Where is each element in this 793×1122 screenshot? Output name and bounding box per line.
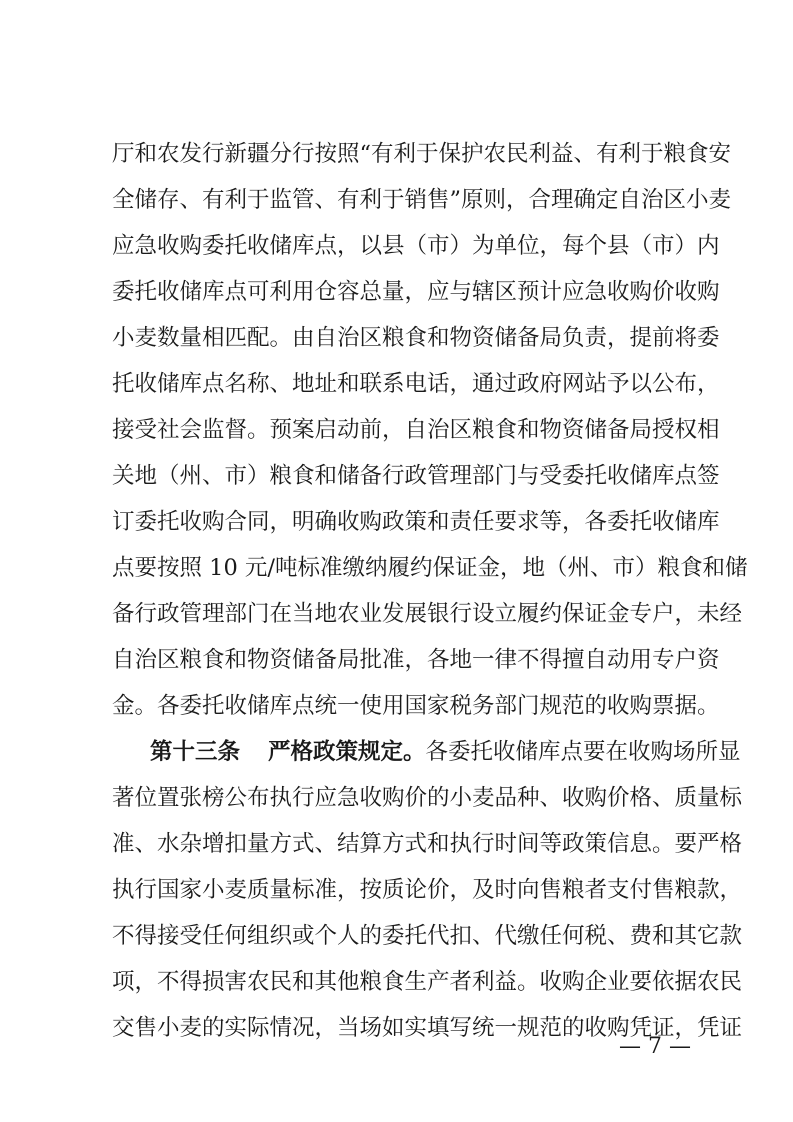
text-line: 准、水杂增扣量方式、结算方式和执行时间等政策信息。要严格 — [112, 831, 743, 857]
text-line: 应急收购委托收储库点，以县（市）为单位，每个县（市）内 — [112, 233, 720, 259]
text-line: 金。各委托收储库点统一使用国家税务部门规范的收购票据。 — [112, 693, 720, 719]
article-first-line — [150, 732, 741, 772]
text-line: 著位置张榜公布执行应急收购价的小麦品种、收购价格、质量标 — [112, 785, 743, 811]
article-title: 严格政策规定。 — [268, 739, 426, 765]
text-line: 厅和农发行新疆分行按照“有利于保护农民利益、有利于粮食安 — [112, 141, 732, 167]
text-line: 交售小麦的实际情况，当场如实填写统一规范的收购凭证，凭证 — [112, 1015, 743, 1041]
text-line: 小麦数量相匹配。由自治区粮食和物资储备局负责，提前将委 — [112, 325, 720, 351]
text-line: 全储存、有利于监管、有利于销售”原则，合理确定自治区小麦 — [112, 187, 732, 213]
text-line: 点要按照 10 元/吨标准缴纳履约保证金，地（州、市）粮食和储 — [112, 555, 748, 581]
text-line: 不得接受任何组织或个人的委托代扣、代缴任何税、费和其它款 — [112, 923, 743, 949]
text-line: 执行国家小麦质量标准，按质论价，及时向售粮者支付售粮款， — [112, 877, 743, 903]
text-line: 接受社会监督。预案启动前，自治区粮食和物资储备局授权相 — [112, 417, 720, 443]
text-line: 项，不得损害农民和其他粮食生产者利益。收购企业要依据农民 — [112, 969, 743, 995]
page-number: — 7 — — [619, 1034, 691, 1059]
text-line: 托收储库点名称、地址和联系电话，通过政府网站予以公布， — [112, 371, 720, 397]
text-line: 自治区粮食和物资储备局批准，各地一律不得擅自动用专户资 — [112, 647, 720, 673]
text-line: 备行政管理部门在当地农业发展银行设立履约保证金专户，未经 — [112, 601, 743, 627]
text-line: 委托收储库点可利用仓容总量，应与辖区预计应急收购价收购 — [112, 279, 720, 305]
article-number: 第十三条 — [150, 739, 241, 765]
text-line: 关地（州、市）粮食和储备行政管理部门与受委托收储库点签 — [112, 463, 720, 489]
text-line: 订委托收购合同，明确收购政策和责任要求等，各委托收储库 — [112, 509, 720, 535]
article-first-line-text: 各委托收储库点要在收购场所显 — [425, 739, 741, 765]
